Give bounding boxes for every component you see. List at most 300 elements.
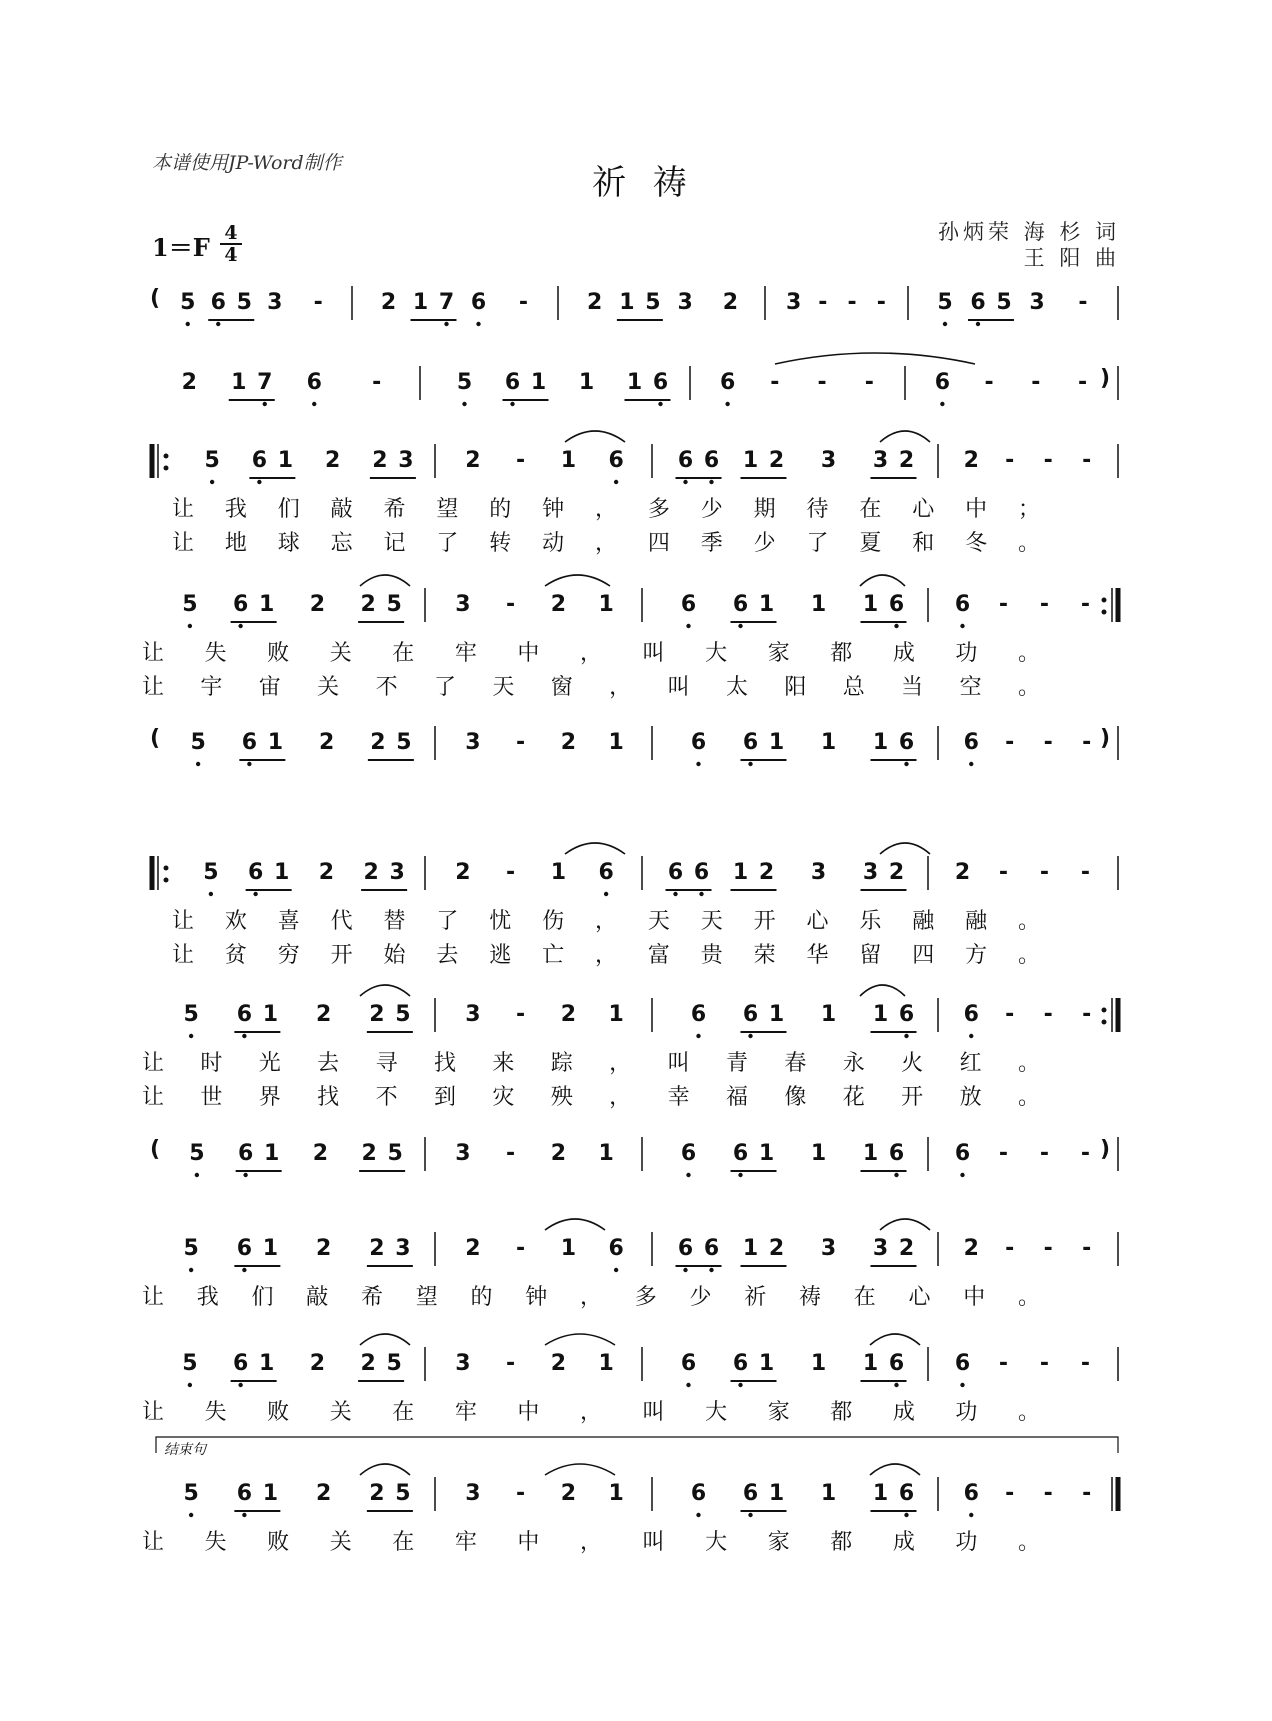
low-octave-dot [238, 1383, 242, 1387]
note: 1 [267, 730, 284, 755]
low-octave-dot [444, 322, 448, 326]
note: 2 [465, 1236, 481, 1261]
low-octave-dot [209, 892, 213, 896]
note: 5 [386, 592, 402, 617]
note: 3 [465, 730, 481, 755]
note: 2 [768, 448, 785, 473]
lyric-char: 。 [1017, 1530, 1040, 1555]
lyric-char: 冬 [965, 531, 988, 556]
lyric-char: 家 [767, 1530, 790, 1555]
dash-extension: - [847, 290, 857, 315]
note: 3 [267, 290, 283, 315]
lyric-char: 开 [330, 943, 353, 968]
slur-arc [360, 1334, 410, 1345]
lyric-char: 少 [700, 497, 723, 522]
note: 1 [598, 1141, 614, 1166]
lyric-char: 望 [436, 497, 459, 522]
lyric-char: 让 [141, 1051, 164, 1076]
note: 5 [456, 370, 473, 395]
lyric-char: 地 [224, 531, 247, 556]
lyric-char: 时 [200, 1051, 223, 1076]
note: 3 [1029, 290, 1045, 315]
note: 2 [363, 860, 379, 885]
lyric-char: 我 [224, 497, 247, 522]
note: 2 [309, 592, 326, 617]
note: 6 [306, 370, 322, 395]
close-parenthesis: ) [1100, 726, 1111, 751]
lyric-char: 中 [963, 1285, 986, 1310]
note: 1 [810, 1141, 827, 1166]
lyric-char: 叫 [642, 641, 665, 666]
note: 6 [241, 730, 258, 755]
lyric-char: 成 [892, 641, 915, 666]
lyric-char: 让 [141, 1285, 164, 1310]
ending-label: 结束句 [164, 1442, 206, 1458]
lyric-char: 败 [267, 1400, 290, 1425]
slur-arc [880, 431, 930, 442]
note: 1 [732, 860, 749, 885]
note: 6 [251, 448, 268, 473]
note: 2 [312, 1141, 329, 1166]
note: 6 [608, 1236, 624, 1261]
lyric-char: 关 [329, 1400, 352, 1425]
dash-extension: - [998, 860, 1009, 885]
note: 6 [210, 290, 226, 315]
low-octave-dot [738, 1173, 742, 1177]
note: 2 [586, 290, 603, 315]
lyric-char: 天 [492, 675, 515, 700]
lyric-char: ， [609, 1085, 632, 1110]
lyric-char: 喜 [277, 909, 300, 934]
low-octave-dot [189, 1034, 193, 1038]
dash-extension: - [1005, 1481, 1015, 1506]
dash-extension: - [998, 592, 1009, 617]
lyric-char: 方 [965, 943, 988, 968]
note: 6 [898, 1481, 915, 1506]
note: 1 [560, 448, 577, 473]
lyric-char: 叫 [642, 1400, 665, 1425]
lyric-char: 让 [171, 909, 194, 934]
lyric-char: 祈 [744, 1285, 767, 1310]
dash-extension: - [1080, 1141, 1091, 1166]
dash-extension: - [506, 592, 516, 617]
note: 3 [862, 860, 879, 885]
lyric-char: 大 [705, 641, 728, 666]
note: 5 [996, 290, 1012, 315]
lyric-char: 找 [433, 1051, 456, 1076]
lyric-char: 功 [955, 641, 978, 666]
low-octave-dot [696, 1513, 700, 1517]
lyric-char: 了 [806, 531, 829, 556]
note: 5 [190, 730, 206, 755]
dash-extension: - [516, 1002, 526, 1027]
low-octave-dot [257, 480, 261, 484]
low-octave-dot [943, 322, 947, 326]
lyric-char: ； [1017, 497, 1040, 522]
lyric-char: 动 [542, 531, 565, 556]
lyric-char: 转 [489, 531, 512, 556]
note: 6 [237, 1141, 254, 1166]
dash-extension: - [506, 1141, 516, 1166]
lyric-char: 贵 [700, 943, 723, 968]
note: 6 [898, 1002, 915, 1027]
note: 2 [898, 1236, 915, 1261]
lyric-char: ， [579, 1285, 602, 1310]
dash-extension: - [818, 290, 828, 315]
dash-extension: - [1082, 1236, 1092, 1261]
note: 2 [361, 1141, 377, 1166]
lyric-char: 。 [1017, 1400, 1040, 1425]
lyric-char: 家 [767, 641, 790, 666]
low-octave-dot [748, 1034, 752, 1038]
note: 1 [619, 290, 635, 315]
low-octave-dot [188, 1383, 192, 1387]
lyric-char: 的 [470, 1285, 493, 1310]
dash-extension: - [1039, 1351, 1050, 1376]
dash-extension: - [1005, 1002, 1015, 1027]
note: 1 [608, 1002, 624, 1027]
lyric-char: 穷 [277, 943, 300, 968]
lyric-char: 灾 [492, 1085, 515, 1110]
note: 1 [872, 1002, 889, 1027]
lyric-char: 多 [647, 497, 670, 522]
low-octave-dot [247, 762, 251, 766]
low-octave-dot [969, 762, 973, 766]
lyric-char: 了 [433, 675, 456, 700]
note: 2 [369, 1236, 385, 1261]
lyric-char: ， [594, 531, 617, 556]
slur-arc [860, 985, 905, 996]
note: 6 [236, 1002, 253, 1027]
note: 6 [732, 1141, 749, 1166]
note: 3 [465, 1002, 481, 1027]
low-octave-dot [242, 1513, 246, 1517]
lyric-char: 们 [277, 497, 300, 522]
lyric-char: 中 [517, 1400, 540, 1425]
slur-arc [880, 1219, 930, 1230]
low-octave-dot [960, 624, 964, 628]
note: 5 [395, 1002, 411, 1027]
lyric-char: 牢 [454, 1530, 477, 1555]
note: 6 [963, 1002, 979, 1027]
low-octave-dot [894, 1173, 898, 1177]
lyric-char: 。 [1017, 909, 1040, 934]
note: 1 [820, 1002, 837, 1027]
note: 1 [862, 1351, 879, 1376]
note: 6 [608, 448, 624, 473]
dash-extension: - [1078, 370, 1088, 395]
repeat-dot [1102, 1020, 1107, 1025]
dash-extension: - [518, 290, 529, 315]
lyric-char: ， [609, 1051, 632, 1076]
note: 6 [690, 730, 707, 755]
note: 2 [550, 592, 567, 617]
lyric-char: 心 [908, 1285, 931, 1310]
ending-bracket [156, 1437, 1118, 1453]
note: 6 [598, 860, 614, 885]
note: 6 [954, 1351, 971, 1376]
low-octave-dot [216, 322, 220, 326]
note: 2 [550, 1351, 567, 1376]
lyric-char: 败 [267, 641, 290, 666]
lyric-char: 宙 [258, 675, 281, 700]
dash-extension: - [1080, 860, 1091, 885]
low-octave-dot [686, 1173, 690, 1177]
lyric-char: 让 [141, 641, 164, 666]
dash-extension: - [1031, 370, 1041, 395]
slur-arc [545, 1219, 605, 1230]
lyric-char: 在 [392, 1530, 415, 1555]
note: 6 [690, 1481, 707, 1506]
lyric-char: 待 [806, 497, 829, 522]
low-octave-dot [263, 402, 267, 406]
slur-arc [545, 1464, 615, 1475]
note: 2 [455, 860, 471, 885]
note: 7 [438, 290, 455, 315]
note: 3 [810, 860, 827, 885]
repeat-dot [164, 866, 169, 871]
dash-extension: - [998, 1351, 1009, 1376]
note: 5 [182, 1351, 198, 1376]
lyric-char: 钟 [542, 497, 565, 522]
low-octave-dot [686, 624, 690, 628]
repeat-dot [1102, 598, 1107, 603]
dash-extension: - [313, 290, 323, 315]
note: 6 [703, 448, 720, 473]
lyric-char: 放 [959, 1085, 982, 1110]
note: 1 [412, 290, 429, 315]
lyric-char: 。 [1017, 943, 1040, 968]
low-octave-dot [904, 1034, 908, 1038]
note: 5 [183, 1236, 199, 1261]
lyric-char: 敲 [330, 497, 353, 522]
dash-extension: - [516, 1481, 526, 1506]
low-octave-dot [312, 402, 316, 406]
lyric-char: 踪 [550, 1051, 573, 1076]
lyric-char: 功 [955, 1400, 978, 1425]
note: 5 [180, 290, 196, 315]
lyric-char: 都 [830, 1400, 853, 1425]
note: 2 [181, 370, 197, 395]
time-signature-top: 4 [224, 222, 238, 244]
note: 6 [888, 1351, 905, 1376]
low-octave-dot [188, 624, 192, 628]
low-octave-dot [196, 762, 200, 766]
lyric-char: 中 [517, 1530, 540, 1555]
low-octave-dot [969, 1034, 973, 1038]
slur-arc [860, 575, 905, 586]
low-octave-dot [709, 1268, 713, 1272]
lyric-char: 中 [965, 497, 988, 522]
lyric-char: 期 [753, 497, 776, 522]
dash-extension: - [506, 1351, 516, 1376]
lyric-char: 了 [436, 531, 459, 556]
note: 3 [465, 1481, 481, 1506]
note: 2 [963, 448, 979, 473]
lyric-char: 让 [171, 497, 194, 522]
lyric-char: 记 [383, 531, 406, 556]
low-octave-dot [683, 1268, 687, 1272]
low-octave-dot [462, 402, 466, 406]
lyric-char: 成 [892, 1400, 915, 1425]
lyric-char: 少 [753, 531, 776, 556]
lyric-char: 多 [634, 1285, 657, 1310]
song-title: 祈 祷 [592, 163, 695, 203]
low-octave-dot [243, 1173, 247, 1177]
slur-arc [360, 1464, 410, 1475]
low-octave-dot [510, 402, 514, 406]
lyric-char: 都 [830, 1530, 853, 1555]
note: 1 [258, 592, 275, 617]
low-octave-dot [658, 402, 662, 406]
low-octave-dot [242, 1268, 246, 1272]
lyric-char: 世 [200, 1085, 223, 1110]
lyric-char: 像 [784, 1085, 807, 1110]
low-octave-dot [683, 480, 687, 484]
lyric-char: ， [609, 675, 632, 700]
note: 3 [820, 1236, 837, 1261]
lyric-char: 心 [912, 497, 935, 522]
note: 6 [963, 730, 979, 755]
note: 7 [257, 370, 273, 395]
note: 2 [370, 730, 386, 755]
note: 1 [758, 592, 775, 617]
low-octave-dot [709, 480, 713, 484]
lyric-char: 们 [251, 1285, 274, 1310]
note: 1 [608, 730, 624, 755]
dash-extension: - [516, 1236, 526, 1261]
lyric-char: 乐 [859, 909, 882, 934]
note: 1 [758, 1351, 775, 1376]
note: 2 [722, 290, 739, 315]
repeat-dot [1102, 610, 1107, 615]
note: 6 [888, 592, 905, 617]
low-octave-dot [725, 402, 729, 406]
note: 2 [888, 860, 905, 885]
lyric-char: 在 [392, 1400, 415, 1425]
note: 2 [758, 860, 775, 885]
note: 1 [598, 592, 614, 617]
repeat-dot [164, 466, 169, 471]
lyric-char: 让 [141, 1530, 164, 1555]
dash-extension: - [372, 370, 382, 395]
lyric-char: 大 [705, 1400, 728, 1425]
lyric-char: 福 [725, 1085, 748, 1110]
note: 5 [395, 1481, 411, 1506]
lyric-char: 阳 [784, 675, 807, 700]
note: 3 [455, 1351, 471, 1376]
lyric-char: 。 [1017, 1285, 1040, 1310]
dash-extension: - [1078, 290, 1088, 315]
lyric-char: ， [594, 909, 617, 934]
lyric-char: 不 [375, 1085, 398, 1110]
note: 3 [389, 860, 405, 885]
lyric-char: 大 [705, 1530, 728, 1555]
dash-extension: - [516, 448, 526, 473]
low-octave-dot [696, 1034, 700, 1038]
slur-arc [360, 575, 410, 586]
note: 2 [560, 1002, 577, 1027]
lyric-char: 到 [433, 1085, 456, 1110]
lyric-char: 牢 [454, 1400, 477, 1425]
note: 6 [742, 730, 759, 755]
note: 5 [386, 1351, 402, 1376]
lyric-char: 太 [725, 675, 748, 700]
note: 5 [204, 448, 220, 473]
low-octave-dot [673, 892, 677, 896]
note: 1 [768, 1481, 785, 1506]
dash-extension: - [984, 370, 994, 395]
lyric-char: 望 [415, 1285, 438, 1310]
lyric-char: 青 [725, 1051, 748, 1076]
low-octave-dot [960, 1383, 964, 1387]
note: 1 [768, 1002, 785, 1027]
dash-extension: - [1043, 1236, 1053, 1261]
lyric-char: 敲 [306, 1285, 329, 1310]
lyric-char: 富 [647, 943, 670, 968]
lyric-char: 天 [700, 909, 723, 934]
lyric-char: 忘 [330, 531, 353, 556]
low-octave-dot [696, 762, 700, 766]
close-parenthesis: ) [1100, 1137, 1111, 1162]
lyric-char: 天 [647, 909, 670, 934]
slur-arc [545, 575, 610, 586]
lyric-char: 失 [204, 1530, 227, 1555]
lyric-char: 牢 [454, 641, 477, 666]
low-octave-dot [189, 1513, 193, 1517]
note: 1 [872, 730, 889, 755]
lyric-char: 开 [901, 1085, 924, 1110]
lyric-char: 亡 [542, 943, 565, 968]
note: 6 [236, 1481, 253, 1506]
lyric-char: 火 [901, 1051, 924, 1076]
note: 2 [318, 860, 335, 885]
lyric-char: 季 [700, 531, 723, 556]
low-octave-dot [894, 624, 898, 628]
lyric-char: 当 [901, 675, 924, 700]
lyric-char: 失 [204, 641, 227, 666]
note: 2 [318, 730, 335, 755]
note: 6 [693, 860, 710, 885]
repeat-dot [164, 454, 169, 459]
dash-extension: - [1039, 592, 1050, 617]
note: 5 [203, 860, 219, 885]
dash-extension: - [998, 1141, 1009, 1166]
low-octave-dot [686, 1383, 690, 1387]
note: 6 [732, 1351, 749, 1376]
lyric-char: 。 [1017, 675, 1040, 700]
lyric-char: 功 [955, 1530, 978, 1555]
lyric-char: 让 [171, 943, 194, 968]
dash-extension: - [1039, 1141, 1050, 1166]
note: 6 [742, 1481, 759, 1506]
key-signature: 1＝F [152, 233, 210, 262]
note: 6 [703, 1236, 720, 1261]
dash-extension: - [1039, 860, 1050, 885]
note: 2 [360, 1351, 376, 1376]
lyric-char: 成 [892, 1530, 915, 1555]
lyric-char: 红 [959, 1051, 982, 1076]
note: 2 [898, 448, 915, 473]
low-octave-dot [186, 322, 190, 326]
note: 2 [369, 1002, 385, 1027]
lyric-char: 花 [842, 1085, 865, 1110]
lyric-char: 总 [842, 675, 865, 700]
note: 1 [262, 1002, 279, 1027]
note: 1 [273, 860, 290, 885]
low-octave-dot [738, 624, 742, 628]
note: 1 [262, 1481, 279, 1506]
